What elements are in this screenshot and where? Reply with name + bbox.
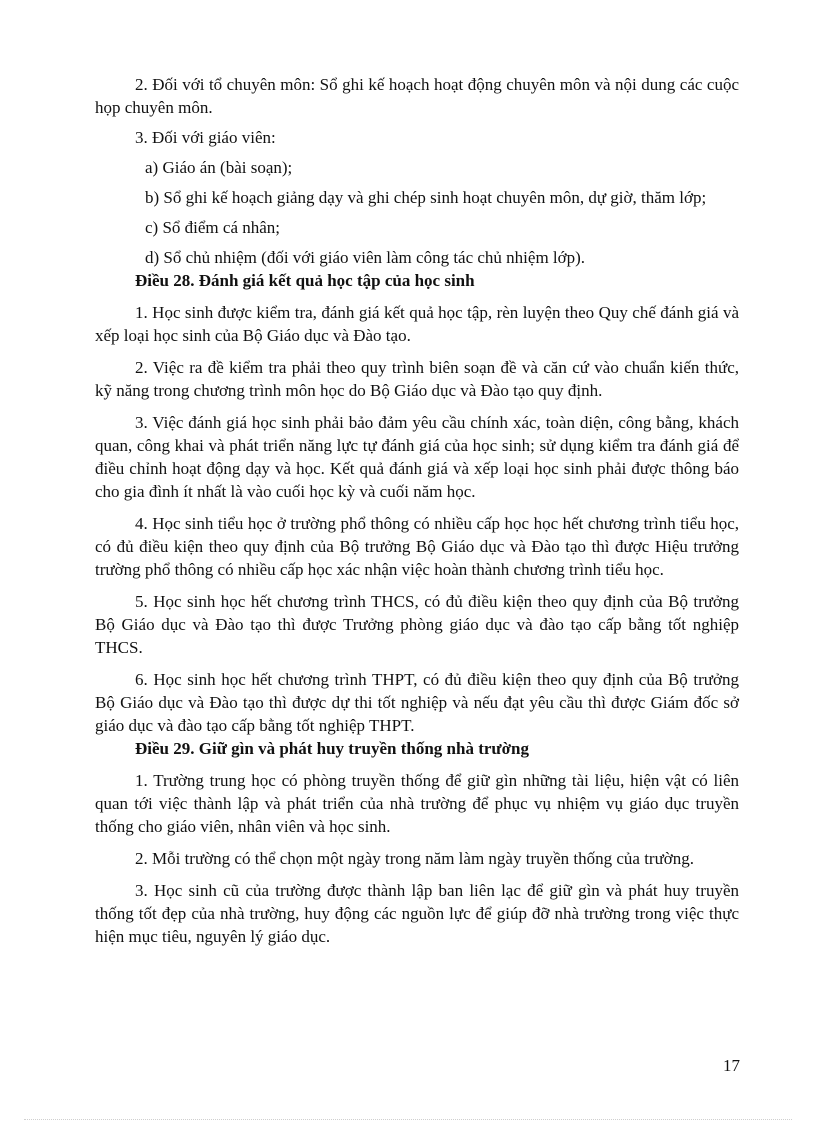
paragraph: 3. Việc đánh giá học sinh phải bảo đảm yêu cầu chính xác, toàn diện, công bằng, khách quan, công khai và phát triển năng lực tự đánh giá của học sinh; sử dụng kiểm tra đánh giá để điều chỉnh hoạt động dạy và học. Kết quả đánh giá và xếp loại học sinh phải được thông báo cho gia đình ít nhất là vào cuối học kỳ và cuối năm học. (95, 413, 739, 501)
paragraph: 3. Học sinh cũ của trường được thành lập ban liên lạc để giữ gìn và phát huy truyền thống tốt đẹp của nhà trường, huy động các nguồn lực để giúp đỡ nhà trường trong việc thực hiện mục tiêu, nguyên lý giáo dục. (95, 881, 739, 946)
page-number: 17 (723, 1056, 740, 1075)
page-divider (24, 1119, 792, 1120)
article-heading: Điều 28. Đánh giá kết quả học tập của học sinh (135, 271, 475, 290)
list-item: a) Giáo án (bài soạn); (145, 158, 293, 177)
document-page (95, 73, 739, 948)
paragraph: 1. Trường trung học có phòng truyền thống để giữ gìn những tài liệu, hiện vật có liên quan tới việc thành lập và phát triển của nhà trường để phục vụ nhiệm vụ giáo dục truyền thống cho giáo viên, nhân viên và học sinh. (95, 771, 739, 836)
paragraph: 2. Mỗi trường có thể chọn một ngày trong năm làm ngày truyền thống của trường. (135, 849, 695, 868)
paragraph: 2. Việc ra đề kiểm tra phải theo quy trình biên soạn đề và căn cứ vào chuẩn kiến thức, kỹ năng trong chương trình môn học do Bộ Giáo dục và Đào tạo quy định. (95, 358, 739, 400)
list-item: d) Sổ chủ nhiệm (đối với giáo viên làm công tác chủ nhiệm lớp). (145, 248, 586, 267)
paragraph: 4. Học sinh tiểu học ở trường phổ thông có nhiều cấp học học hết chương trình tiểu học, có đủ điều kiện theo quy định của Bộ trưởng Bộ Giáo dục và Đào tạo thì được Hiệu trưởng trường phổ thông có nhiều cấp học xác nhận việc hoàn thành chương trình tiểu học. (95, 514, 739, 579)
paragraph: 5. Học sinh học hết chương trình THCS, có đủ điều kiện theo quy định của Bộ trưởng Bộ Giáo dục và Đào tạo thì được Trưởng phòng giáo dục và đào tạo cấp bằng tốt nghiệp THCS. (95, 592, 739, 657)
paragraph: 6. Học sinh học hết chương trình THPT, có đủ điều kiện theo quy định của Bộ trưởng Bộ Giáo dục và Đào tạo thì được dự thi tốt nghiệp và nếu đạt yêu cầu thì được Giám đốc sở giáo dục và đào tạo cấp bằng tốt nghiệp THPT. (95, 670, 739, 735)
paragraph: 3. Đối với giáo viên: (135, 128, 276, 147)
list-item: b) Sổ ghi kế hoạch giảng dạy và ghi chép sinh hoạt chuyên môn, dự giờ, thăm lớp; (145, 188, 707, 207)
list-item: c) Sổ điểm cá nhân; (145, 218, 281, 237)
article-heading: Điều 29. Giữ gìn và phát huy truyền thống nhà trường (135, 739, 529, 758)
paragraph: 2. Đối với tổ chuyên môn: Sổ ghi kế hoạch hoạt động chuyên môn và nội dung các cuộc họp chuyên môn. (95, 75, 739, 117)
paragraph: 1. Học sinh được kiểm tra, đánh giá kết quả học tập, rèn luyện theo Quy chế đánh giá và xếp loại học sinh của Bộ Giáo dục và Đào tạo. (95, 303, 739, 345)
